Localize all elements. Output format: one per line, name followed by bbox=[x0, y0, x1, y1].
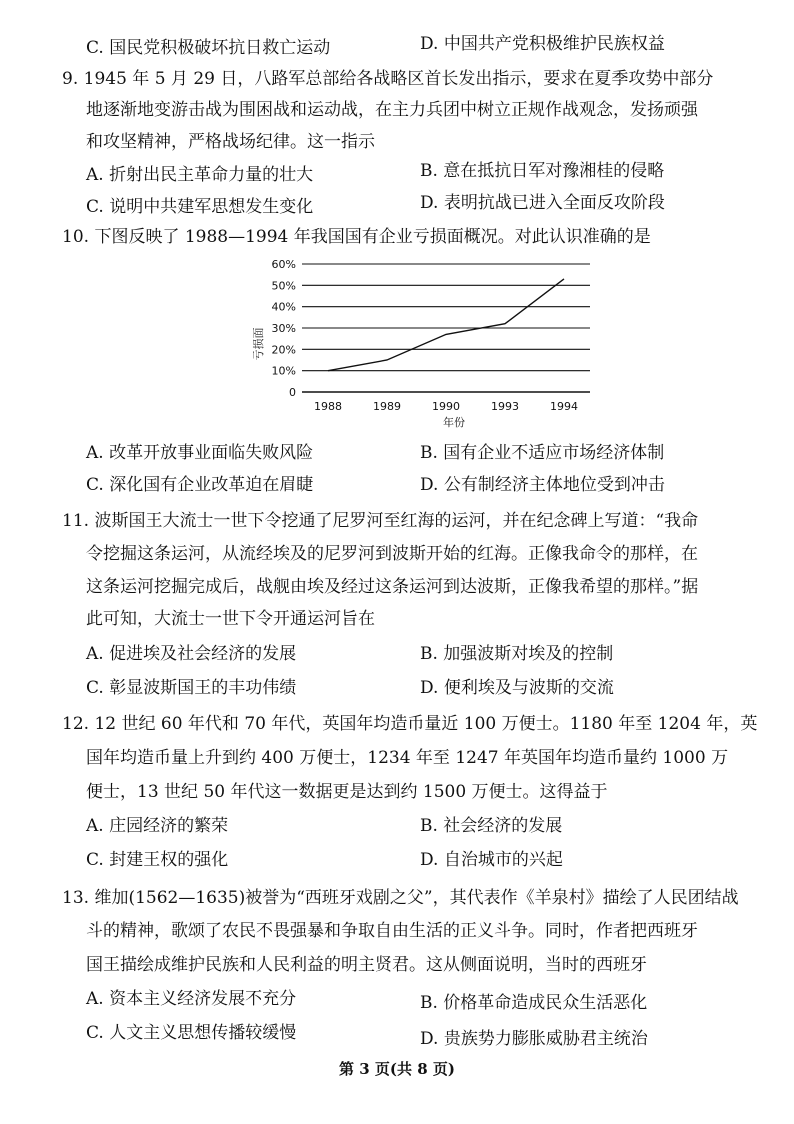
q12-option-d: D. 自治城市的兴起 bbox=[420, 850, 563, 870]
chart-y-tick-label: 20% bbox=[271, 343, 296, 357]
q13-option-a: A. 资本主义经济发展不充分 bbox=[86, 989, 297, 1009]
q9-stem-line-3: 和攻坚精神，严格战场纪律。这一指示 bbox=[86, 132, 375, 152]
chart-x-tick-label: 1990 bbox=[432, 400, 460, 413]
chart-x-axis-label: 年份 bbox=[443, 416, 465, 429]
q13-stem-line-1: 13. 维加(1562—1635)被誉为“西班牙戏剧之父”，其代表作《羊泉村》描绘了人民团结战 bbox=[62, 888, 739, 908]
q9-option-a: A. 折射出民主革命力量的壮大 bbox=[86, 165, 314, 185]
chart-y-axis-label: 亏损面 bbox=[252, 327, 265, 361]
q10-option-d: D. 公有制经济主体地位受到冲击 bbox=[420, 475, 665, 495]
chart-gridlines bbox=[302, 264, 590, 392]
q12-stem-line-3: 便士，13 世纪 50 年代这一数据更是达到约 1500 万便士。这得益于 bbox=[86, 782, 608, 802]
q13-option-d: D. 贵族势力膨胀威胁君主统治 bbox=[420, 1029, 648, 1049]
q10-option-b: B. 国有企业不适应市场经济体制 bbox=[420, 443, 665, 463]
q9-option-c: C. 说明中共建军思想发生变化 bbox=[86, 197, 314, 217]
q10-stem: 10. 下图反映了 1988—1994 年我国国有企业亏损面概况。对此认识准确的是 bbox=[62, 227, 651, 247]
q10-option-a: A. 改革开放事业面临失败风险 bbox=[86, 443, 314, 463]
q12-option-a: A. 庄园经济的繁荣 bbox=[86, 816, 229, 836]
chart-x-tick-label: 1988 bbox=[314, 400, 342, 413]
q9-option-b: B. 意在抵抗日军对豫湘桂的侵略 bbox=[420, 161, 665, 181]
q11-stem-line-3: 这条运河挖掘完成后，战舰由埃及经过这条运河到达波斯，正像我希望的那样。”据 bbox=[86, 577, 699, 597]
chart-x-tick-label: 1994 bbox=[550, 400, 578, 413]
q8-option-d: D. 中国共产党积极维护民族权益 bbox=[420, 34, 665, 54]
chart-x-ticks bbox=[314, 400, 578, 413]
q12-stem-line-2: 国年均造币量上升到约 400 万便士，1234 年至 1247 年英国年均造币量约 1000 万 bbox=[86, 748, 729, 768]
chart-x-tick-label: 1993 bbox=[491, 400, 519, 413]
chart-y-ticks bbox=[272, 258, 296, 399]
chart-y-tick-label: 50% bbox=[271, 279, 296, 293]
chart-y-tick-label: 40% bbox=[271, 300, 296, 314]
q9-option-d: D. 表明抗战已进入全面反攻阶段 bbox=[420, 193, 665, 213]
q13-stem-line-2: 斗的精神，歌颂了农民不畏强暴和争取自由生活的正义斗争。同时，作者把西班牙 bbox=[86, 921, 698, 941]
page-footer: 第 3 页(共 8 页) bbox=[339, 1060, 455, 1078]
q9-stem-line-2: 地逐渐地变游击战为围困战和运动战，在主力兵团中树立正规作战观念，发扬顽强 bbox=[86, 100, 698, 120]
q8-option-c: C. 国民党积极破坏抗日救亡运动 bbox=[86, 38, 331, 58]
q13-stem-line-3: 国王描绘成维护民族和人民利益的明主贤君。这从侧面说明，当时的西班牙 bbox=[86, 955, 647, 975]
q12-stem-line-1: 12. 12 世纪 60 年代和 70 年代，英国年均造币量近 100 万便士。1180 年至 1204 年，英 bbox=[62, 714, 758, 734]
q12-option-c: C. 封建王权的强化 bbox=[86, 850, 229, 870]
chart-y-tick-label: 60% bbox=[271, 258, 296, 271]
chart-y-tick-label: 10% bbox=[271, 364, 296, 378]
q11-option-d: D. 便利埃及与波斯的交流 bbox=[420, 678, 614, 698]
loss-rate-line-chart bbox=[250, 252, 610, 437]
chart-y-tick-label: 30% bbox=[271, 322, 296, 335]
q11-option-c: C. 彰显波斯国王的丰功伟绩 bbox=[86, 678, 297, 698]
q13-option-c: C. 人文主义思想传播较缓慢 bbox=[86, 1023, 297, 1043]
chart-x-tick-label: 1989 bbox=[373, 400, 401, 413]
chart-y-tick-label: 0 bbox=[289, 386, 296, 399]
q11-stem-line-2: 令挖掘这条运河，从流经埃及的尼罗河到波斯开始的红海。正像我命令的那样，在 bbox=[86, 544, 698, 564]
q9-stem-line-1: 9. 1945 年 5 月 29 日，八路军总部给各战略区首长发出指示，要求在夏季攻势中部分 bbox=[62, 69, 714, 89]
chart-series-line bbox=[328, 279, 564, 371]
q13-option-b: B. 价格革命造成民众生活恶化 bbox=[420, 993, 648, 1013]
q11-stem-line-1: 11. 波斯国王大流士一世下令挖通了尼罗河至红海的运河，并在纪念碑上写道：“我命 bbox=[62, 511, 699, 531]
q11-stem-line-4: 此可知，大流士一世下令开通运河旨在 bbox=[86, 609, 375, 629]
q10-option-c: C. 深化国有企业改革迫在眉睫 bbox=[86, 475, 314, 495]
q11-option-b: B. 加强波斯对埃及的控制 bbox=[420, 644, 614, 664]
q11-option-a: A. 促进埃及社会经济的发展 bbox=[86, 644, 297, 664]
q12-option-b: B. 社会经济的发展 bbox=[420, 816, 563, 836]
